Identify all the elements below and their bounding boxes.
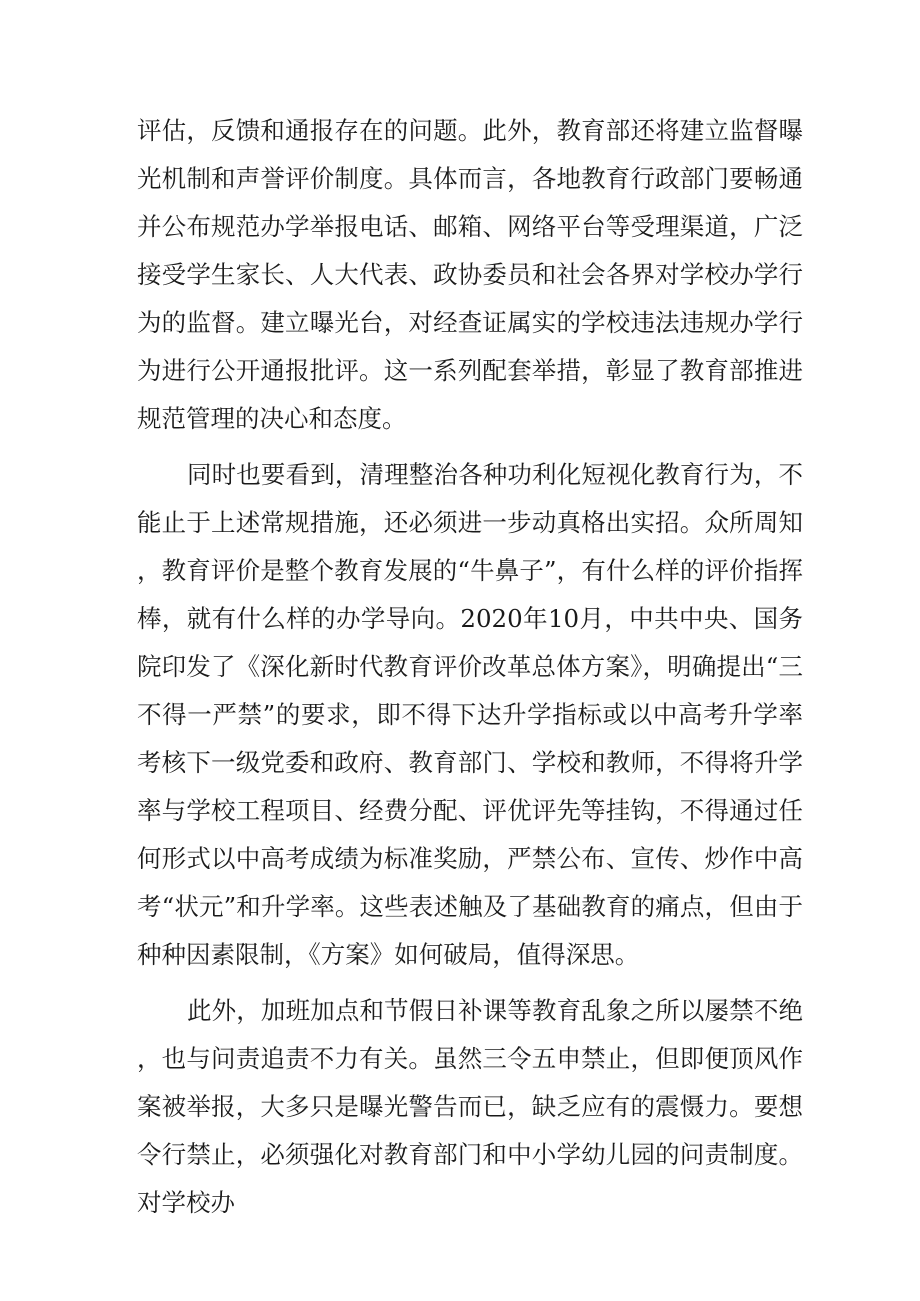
body-text [137,107,803,1227]
paragraph-accountability: 此外，加班加点和节假日补课等教育乱象之所以屡禁不绝，也与问责追责不力有关。虽然三令五申禁止，但即便顶风作案被举报，大多只是曝光警告而已，缺乏应有的震慑力。要想令行禁止，必须强化对教育部门和中小学幼儿园的问责制度。对学校办 [137,996,803,1217]
paragraph-education-evaluation: 同时也要看到，清理整治各种功利化短视化教育行为，不能止于上述常规措施，还必须进一步动真格出实招。众所周知，教育评价是整个教育发展的“牛鼻子”，有什么样的评价指挥棒，就有什么样的办学导向。2020年10月，中共中央、国务院印发了《深化新时代教育评价改革总体方案》，明确提出“三不得一严禁”的要求，即不得下达升学指标或以中高考升学率考核下一级党委和政府、教育部门、学校和教师，不得将升学率与学校工程项目、经费分配、评优评先等挂钩，不得通过任何形式以中高考成绩为标准奖励，严禁公布、宣传、炒作中高考“状元”和升学率。这些表述触及了基础教育的痛点，但由于种种因素限制，《方案》如何破局，值得深思。 [137,460,803,969]
paragraph-continuation: 评估，反馈和通报存在的问题。此外，教育部还将建立监督曝光机制和声誉评价制度。具体而言，各地教育行政部门要畅通并公布规范办学举报电话、邮箱、网络平台等受理渠道，广泛接受学生家长、人大代表、政协委员和社会各界对学校办学行为的监督。建立曝光台，对经查证属实的学校违法违规办学行为进行公开通报批评。这一系列配套举措，彰显了教育部推进规范管理的决心和态度。 [137,116,803,433]
